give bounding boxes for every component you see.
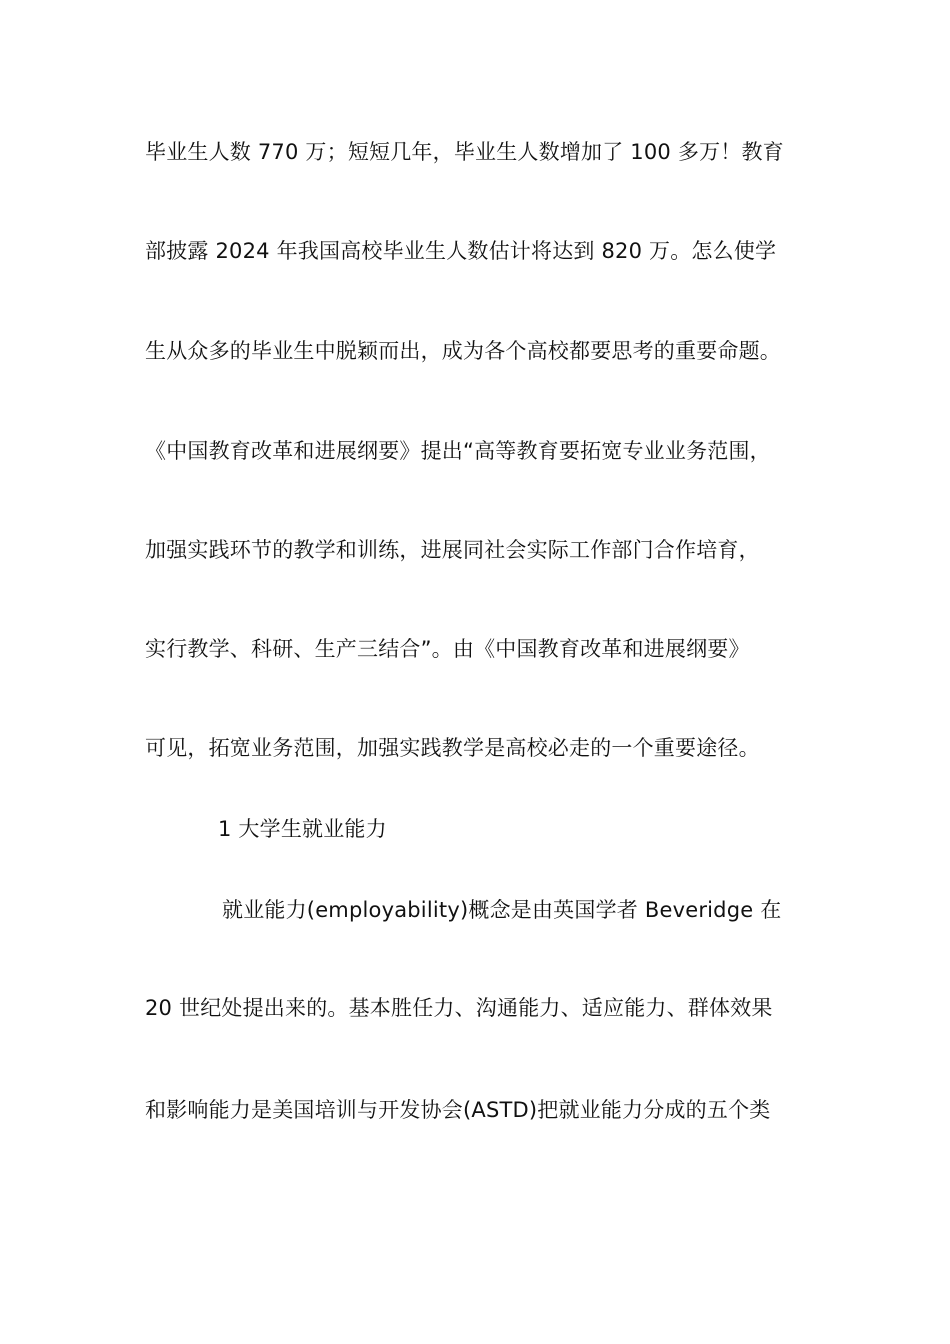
paragraph-line: 毕业生人数 770 万；短短几年，毕业生人数增加了 100 多万！教育: [145, 140, 784, 164]
paragraph-line: 20 世纪处提出来的。基本胜任力、沟通能力、适应能力、群体效果: [145, 996, 773, 1020]
paragraph-line: 就业能力(employability)概念是由英国学者 Beveridge 在: [222, 898, 782, 922]
paragraph-line: 可见，拓宽业务范围，加强实践教学是高校必走的一个重要途径。: [145, 736, 760, 760]
paragraph-line: 生从众多的毕业生中脱颖而出，成为各个高校都要思考的重要命题。: [145, 339, 781, 363]
paragraph-line: 《中国教育改革和进展纲要》提出“高等教育要拓宽专业业务范围，: [145, 439, 771, 463]
paragraph-line: 实行教学、科研、生产三结合”。由《中国教育改革和进展纲要》: [145, 637, 750, 661]
paragraph-line: 加强实践环节的教学和训练，进展同社会实际工作部门合作培育，: [145, 538, 760, 562]
paragraph-line: 和影响能力是美国培训与开发协会(ASTD)把就业能力分成的五个类: [145, 1098, 771, 1122]
section-heading: 1 大学生就业能力: [218, 817, 387, 841]
paragraph-line: 部披露 2024 年我国高校毕业生人数估计将达到 820 万。怎么使学: [145, 239, 777, 263]
